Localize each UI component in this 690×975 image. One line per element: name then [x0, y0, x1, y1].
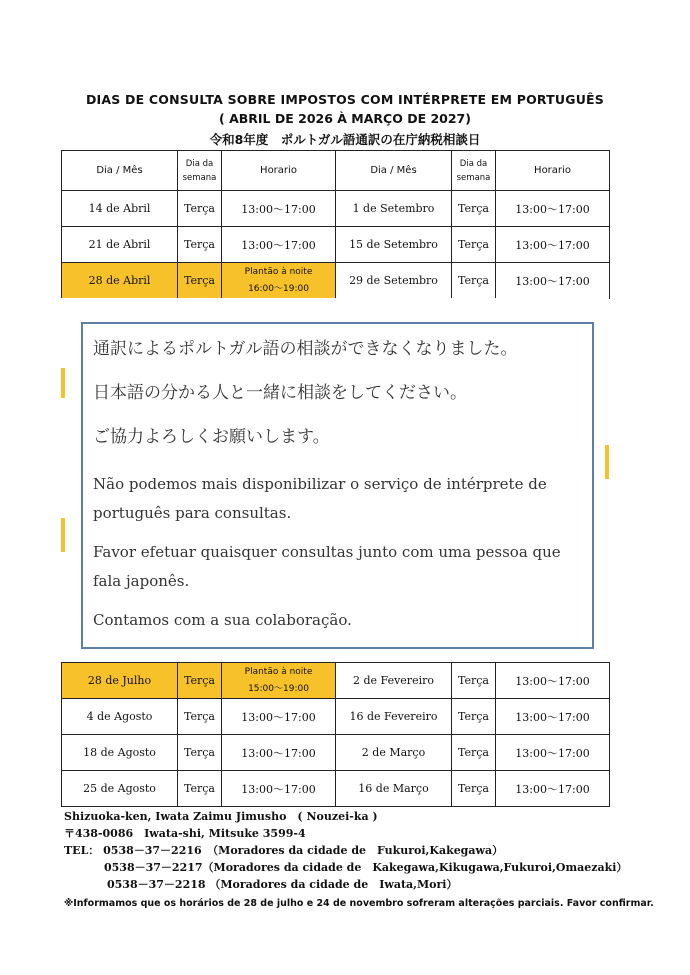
notice-japanese-line-3: ご協力よろしくお願いします。 [93, 427, 330, 447]
cell-weekday: Terça [178, 699, 222, 735]
schedule-table-continued [61, 662, 610, 807]
office-address: 〒438-0086 Iwata-shi, Mitsuke 3599-4 [64, 827, 306, 840]
header-hours: Horario [496, 151, 610, 191]
schedule-table [61, 150, 610, 299]
cell-weekday: Terça [178, 771, 222, 807]
notice-japanese-line-2: 日本語の分かる人と一緒に相談をしてください。 [93, 383, 467, 403]
cell-date: 16 de Março [336, 771, 452, 807]
phone-line-2: 0538－37－2217（Moradores da cidade de Kakegawa,Kikugawa,Fukuroi,Omaezaki） [104, 861, 628, 874]
table-header-row [62, 151, 610, 191]
highlight-edge [61, 518, 65, 552]
cell-weekday: Terça [178, 227, 222, 263]
cell-hours-night [222, 263, 336, 299]
cell-hours-night [222, 663, 336, 699]
cell-hours: 13:00～17:00 [496, 191, 610, 227]
cell-date: 4 de Agosto [62, 699, 178, 735]
cell-date: 18 de Agosto [62, 735, 178, 771]
cell-date: 16 de Fevereiro [336, 699, 452, 735]
cell-weekday: Terça [178, 191, 222, 227]
cell-weekday: Terça [452, 191, 496, 227]
office-name: Shizuoka-ken, Iwata Zaimu Jimusho ( Nouzei-ka ) [64, 810, 378, 823]
cell-date: 28 de Abril [62, 263, 178, 299]
document-title: DIAS DE CONSULTA SOBRE IMPOSTOS COM INTÉRPRETE EM PORTUGUÊS [85, 92, 605, 107]
table-row [62, 227, 610, 263]
cell-weekday: Terça [452, 735, 496, 771]
cell-weekday: Terça [452, 227, 496, 263]
cell-weekday: Terça [178, 735, 222, 771]
table-row [62, 735, 610, 771]
cell-date: 2 de Fevereiro [336, 663, 452, 699]
cell-date: 29 de Setembro [336, 263, 452, 299]
document-period: ( ABRIL DE 2026 À MARÇO DE 2027) [219, 111, 471, 126]
cell-weekday: Terça [452, 663, 496, 699]
cell-date: 14 de Abril [62, 191, 178, 227]
contact-footer [64, 808, 664, 911]
cell-date: 15 de Setembro [336, 227, 452, 263]
table-row [62, 771, 610, 807]
cell-weekday: Terça [178, 663, 222, 699]
phone-line-3: 0538－37－2218 （Moradores da cidade de Iwata,Mori） [107, 878, 458, 891]
table-row [62, 699, 610, 735]
cell-hours: 13:00～17:00 [496, 663, 610, 699]
cell-date: 2 de Março [336, 735, 452, 771]
table-row-highlighted [62, 263, 610, 299]
highlight-edge [61, 368, 65, 398]
night-shift-label: Plantão à noite [244, 666, 313, 677]
cell-hours: 13:00～17:00 [496, 771, 610, 807]
cell-weekday: Terça [452, 699, 496, 735]
notice-portuguese-line-1: Não podemos mais disponibilizar o serviço de intérprete de português para consultas. [93, 475, 547, 522]
cell-hours: 13:00～17:00 [496, 227, 610, 263]
cell-hours: 13:00～17:00 [222, 771, 336, 807]
document-title-japanese: 令和8年度 ポルトガル語通訳の在庁納税相談日 [209, 132, 481, 147]
cell-hours: 13:00～17:00 [496, 263, 610, 299]
notice-portuguese-line-3: Contamos com a sua colaboração. [93, 611, 352, 629]
table-row-highlighted [62, 663, 610, 699]
cell-date: 25 de Agosto [62, 771, 178, 807]
cell-hours: 13:00～17:00 [496, 735, 610, 771]
cell-hours: 13:00～17:00 [222, 735, 336, 771]
header-weekday: Dia da semana [178, 151, 222, 191]
highlight-edge [605, 445, 609, 479]
cell-hours: 13:00～17:00 [222, 699, 336, 735]
cell-weekday: Terça [178, 263, 222, 299]
schedule-change-note: ※Informamos que os horários de 28 de julho e 24 de novembro sofreram alterações parciais. Favor confirmar. [64, 898, 654, 909]
night-shift-label: Plantão à noite [244, 266, 313, 277]
table-row [62, 191, 610, 227]
header-weekday: Dia da semana [452, 151, 496, 191]
notice-portuguese-line-2: Favor efetuar quaisquer consultas junto com uma pessoa que fala japonês. [93, 543, 561, 590]
night-shift-hours: 15:00～19:00 [248, 683, 309, 694]
header-date: Dia / Mês [62, 151, 178, 191]
cell-weekday: Terça [452, 263, 496, 299]
cell-weekday: Terça [452, 771, 496, 807]
cell-date: 21 de Abril [62, 227, 178, 263]
cell-hours: 13:00～17:00 [222, 227, 336, 263]
header-date: Dia / Mês [336, 151, 452, 191]
cell-date: 1 de Setembro [336, 191, 452, 227]
notice-box [81, 322, 594, 649]
header-hours: Horario [222, 151, 336, 191]
phone-line-1: TEL： 0538－37－2216 （Moradores da cidade de Fukuroi,Kakegawa） [64, 844, 504, 857]
notice-japanese-line-1: 通訳によるポルトガル語の相談ができなくなりました。 [93, 339, 518, 359]
night-shift-hours: 16:00～19:00 [248, 283, 309, 294]
cell-hours: 13:00～17:00 [496, 699, 610, 735]
cell-hours: 13:00～17:00 [222, 191, 336, 227]
cell-date: 28 de Julho [62, 663, 178, 699]
